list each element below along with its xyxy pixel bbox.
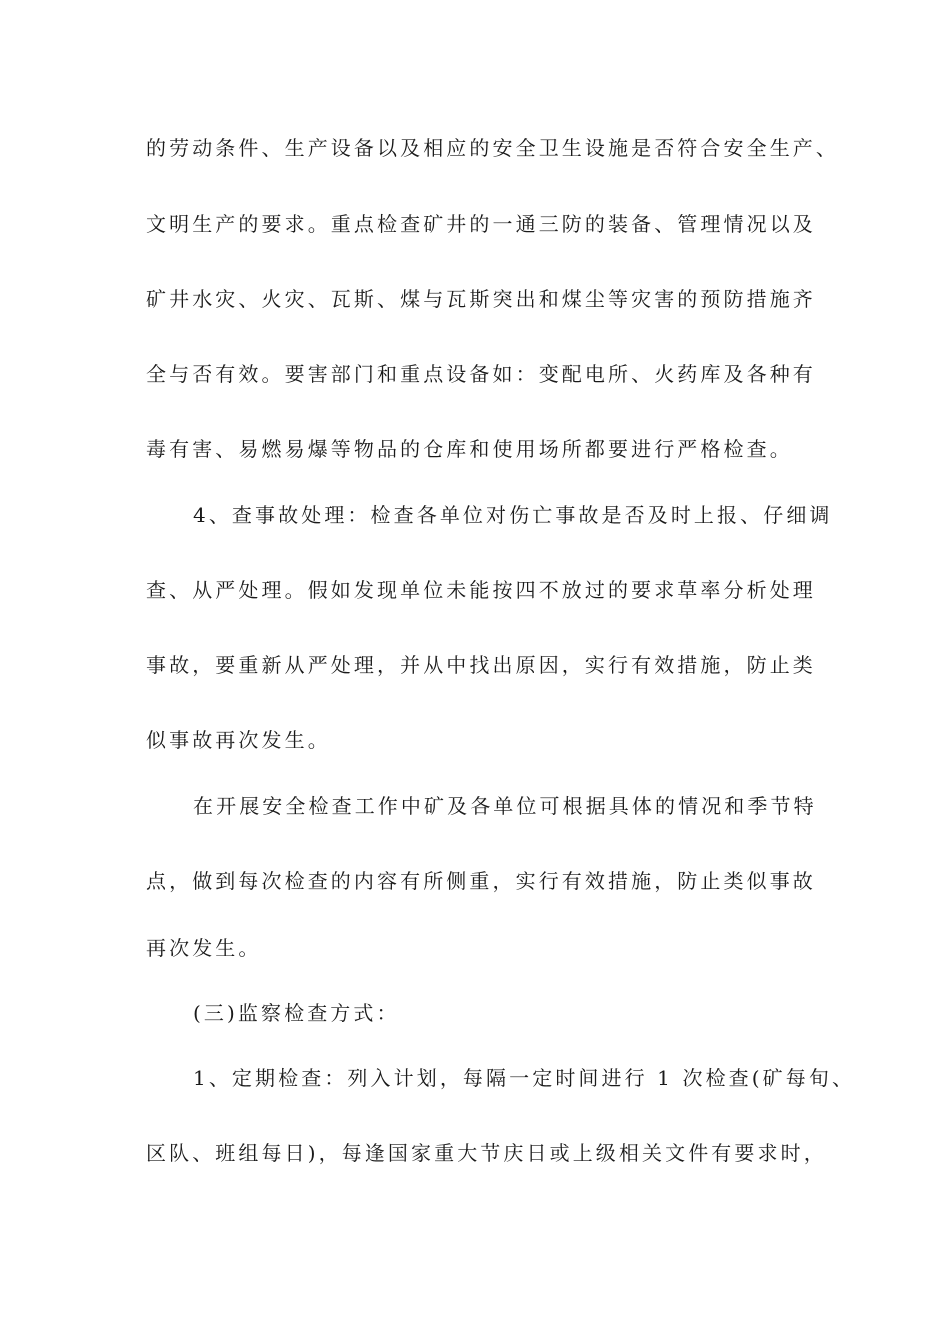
paragraph-line: 矿井水灾、火灾、瓦斯、煤与瓦斯突出和煤尘等灾害的预防措施齐 — [146, 287, 816, 311]
section-heading: (三)监察检查方式： — [193, 1001, 400, 1025]
paragraph-line: 全与否有效。要害部门和重点设备如：变配电所、火药库及各种有 — [146, 362, 816, 386]
paragraph-line: 的劳动条件、生产设备以及相应的安全卫生设施是否符合安全生产、 — [146, 136, 839, 160]
paragraph-line: 再次发生。 — [146, 936, 262, 960]
paragraph-line: 似事故再次发生。 — [146, 728, 331, 752]
paragraph-line: 文明生产的要求。重点检查矿井的一通三防的装备、管理情况以及 — [146, 212, 816, 236]
paragraph-line: 点，做到每次检查的内容有所侧重，实行有效措施，防止类似事故 — [146, 869, 816, 893]
paragraph-line: 1、定期检查：列入计划，每隔一定时间进行 1 次检查(矿每旬、 — [193, 1066, 856, 1090]
paragraph-line: 查、从严处理。假如发现单位未能按四不放过的要求草率分析处理 — [146, 578, 816, 602]
paragraph-line: 毒有害、易燃易爆等物品的仓库和使用场所都要进行严格检查。 — [146, 437, 793, 461]
paragraph-line: 在开展安全检查工作中矿及各单位可根据具体的情况和季节特 — [193, 794, 817, 818]
paragraph-line: 4、查事故处理：检查各单位对伤亡事故是否及时上报、仔细调 — [193, 503, 833, 527]
paragraph-line: 区队、班组每日)，每逢国家重大节庆日或上级相关文件有要求时， — [146, 1141, 827, 1165]
paragraph-line: 事故，要重新从严处理，并从中找出原因，实行有效措施，防止类 — [146, 653, 816, 677]
